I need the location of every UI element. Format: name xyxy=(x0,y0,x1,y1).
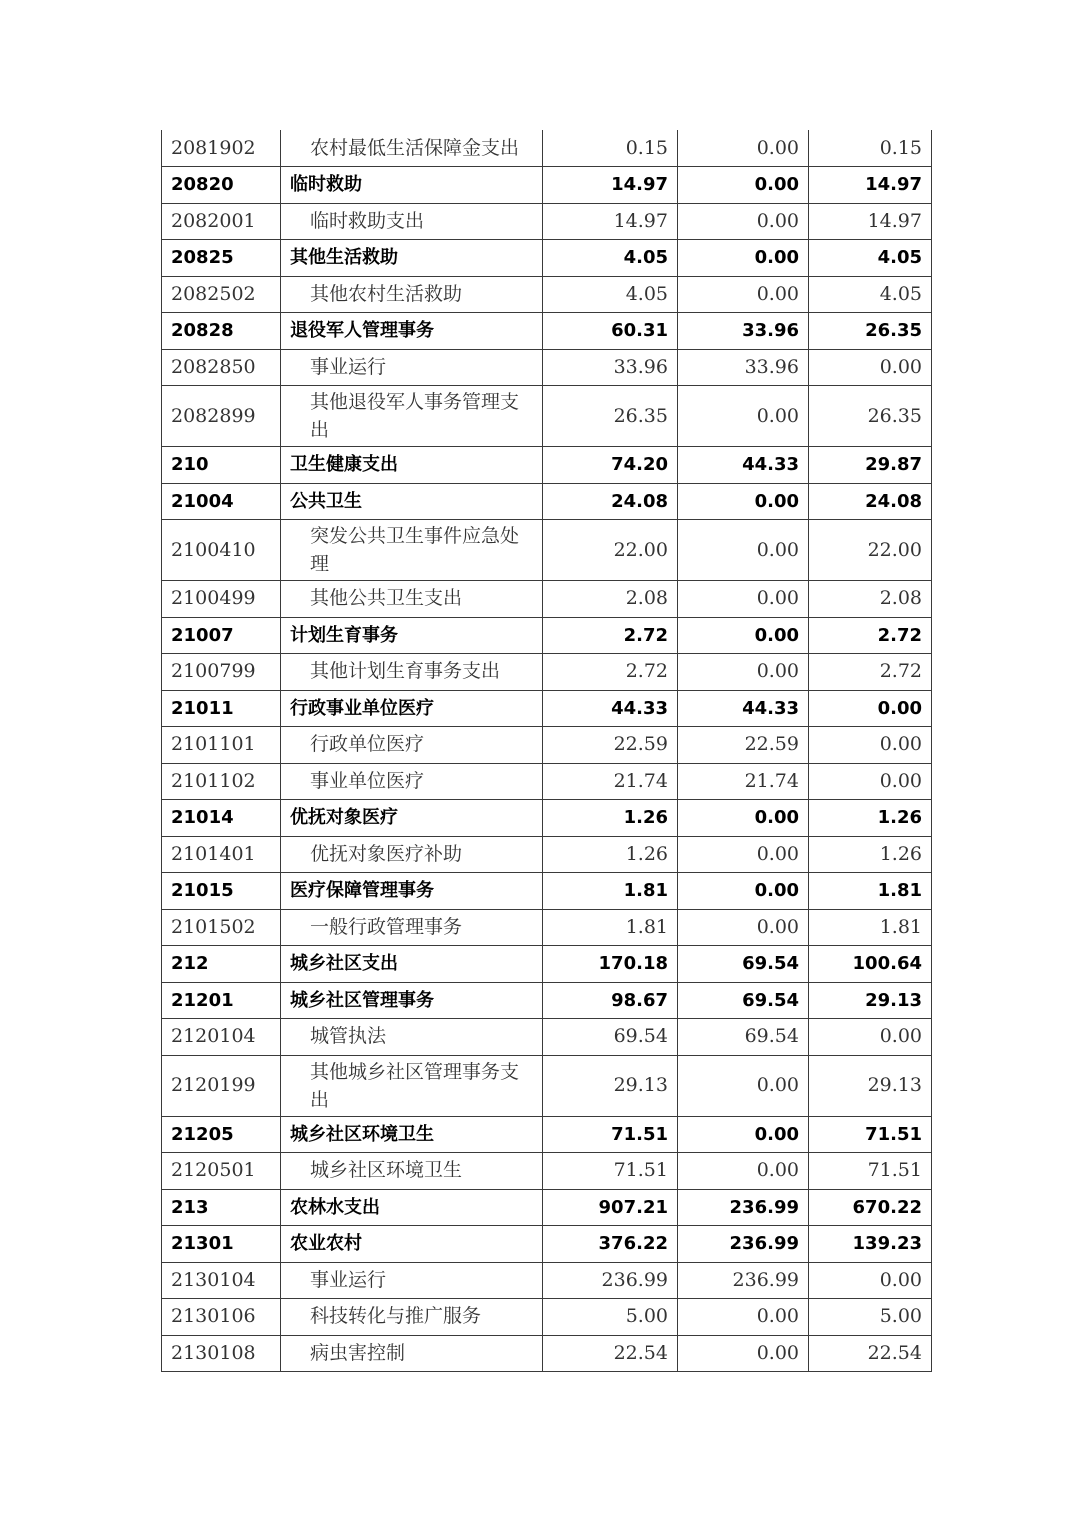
table-row xyxy=(162,581,932,618)
row-basic: 0.00 xyxy=(678,1299,809,1336)
table-body xyxy=(162,130,932,1372)
table-row xyxy=(162,909,932,946)
row-total: 2.08 xyxy=(543,581,678,618)
table-row xyxy=(162,1189,932,1226)
row-code: 21201 xyxy=(162,982,281,1019)
row-total: 2.72 xyxy=(543,654,678,691)
row-code: 2082502 xyxy=(162,276,281,313)
row-basic: 22.59 xyxy=(678,727,809,764)
row-code: 2101401 xyxy=(162,836,281,873)
table-row xyxy=(162,690,932,727)
row-name: 科技转化与推广服务 xyxy=(281,1299,543,1336)
row-code: 2120501 xyxy=(162,1153,281,1190)
row-name: 卫生健康支出 xyxy=(281,447,543,484)
row-basic: 236.99 xyxy=(678,1226,809,1263)
row-name: 城管执法 xyxy=(281,1019,543,1056)
row-code: 210 xyxy=(162,447,281,484)
row-name: 城乡社区支出 xyxy=(281,946,543,983)
table-row xyxy=(162,1335,932,1372)
row-name: 城乡社区环境卫生 xyxy=(281,1153,543,1190)
row-project: 0.00 xyxy=(809,1019,932,1056)
row-total: 33.96 xyxy=(543,349,678,386)
table-row xyxy=(162,130,932,167)
row-project: 2.72 xyxy=(809,654,932,691)
row-total: 22.59 xyxy=(543,727,678,764)
row-code: 21205 xyxy=(162,1116,281,1153)
row-name: 计划生育事务 xyxy=(281,617,543,654)
row-code: 2130108 xyxy=(162,1335,281,1372)
row-name: 退役军人管理事务 xyxy=(281,313,543,350)
row-total: 14.97 xyxy=(543,167,678,204)
row-basic: 0.00 xyxy=(678,520,809,581)
row-total: 907.21 xyxy=(543,1189,678,1226)
row-project: 4.05 xyxy=(809,240,932,277)
row-basic: 0.00 xyxy=(678,1055,809,1116)
row-name: 农村最低生活保障金支出 xyxy=(281,130,543,167)
row-project: 26.35 xyxy=(809,313,932,350)
row-code: 2100410 xyxy=(162,520,281,581)
row-basic: 0.00 xyxy=(678,483,809,520)
table-row xyxy=(162,800,932,837)
row-basic: 0.00 xyxy=(678,836,809,873)
row-code: 212 xyxy=(162,946,281,983)
row-name: 事业运行 xyxy=(281,1262,543,1299)
row-name: 优抚对象医疗 xyxy=(281,800,543,837)
row-code: 2130104 xyxy=(162,1262,281,1299)
row-total: 21.74 xyxy=(543,763,678,800)
row-project: 14.97 xyxy=(809,167,932,204)
row-code: 20828 xyxy=(162,313,281,350)
row-basic: 0.00 xyxy=(678,1335,809,1372)
row-project: 29.13 xyxy=(809,982,932,1019)
table-row xyxy=(162,763,932,800)
row-project: 29.13 xyxy=(809,1055,932,1116)
row-code: 2101101 xyxy=(162,727,281,764)
row-code: 2101502 xyxy=(162,909,281,946)
row-total: 5.00 xyxy=(543,1299,678,1336)
row-project: 5.00 xyxy=(809,1299,932,1336)
row-total: 44.33 xyxy=(543,690,678,727)
table-row xyxy=(162,946,932,983)
row-total: 170.18 xyxy=(543,946,678,983)
row-basic: 0.00 xyxy=(678,654,809,691)
row-name: 事业运行 xyxy=(281,349,543,386)
row-project: 100.64 xyxy=(809,946,932,983)
row-total: 4.05 xyxy=(543,240,678,277)
row-name: 病虫害控制 xyxy=(281,1335,543,1372)
table-row xyxy=(162,349,932,386)
row-total: 26.35 xyxy=(543,386,678,447)
table-row xyxy=(162,203,932,240)
row-project: 26.35 xyxy=(809,386,932,447)
row-basic: 0.00 xyxy=(678,203,809,240)
table-row xyxy=(162,1153,932,1190)
row-project: 29.87 xyxy=(809,447,932,484)
row-project: 0.00 xyxy=(809,727,932,764)
row-basic: 0.00 xyxy=(678,873,809,910)
row-name: 城乡社区环境卫生 xyxy=(281,1116,543,1153)
row-code: 2100799 xyxy=(162,654,281,691)
row-total: 71.51 xyxy=(543,1116,678,1153)
row-total: 1.81 xyxy=(543,873,678,910)
row-total: 2.72 xyxy=(543,617,678,654)
row-project: 4.05 xyxy=(809,276,932,313)
table-row xyxy=(162,654,932,691)
table-row xyxy=(162,1019,932,1056)
row-code: 2101102 xyxy=(162,763,281,800)
row-total: 29.13 xyxy=(543,1055,678,1116)
table-row xyxy=(162,873,932,910)
row-code: 21004 xyxy=(162,483,281,520)
row-basic: 33.96 xyxy=(678,313,809,350)
row-basic: 21.74 xyxy=(678,763,809,800)
table-row xyxy=(162,483,932,520)
row-project: 139.23 xyxy=(809,1226,932,1263)
row-project: 14.97 xyxy=(809,203,932,240)
row-name: 其他城乡社区管理事务支出 xyxy=(281,1055,543,1116)
row-project: 1.81 xyxy=(809,873,932,910)
row-basic: 0.00 xyxy=(678,240,809,277)
row-basic: 0.00 xyxy=(678,800,809,837)
row-project: 670.22 xyxy=(809,1189,932,1226)
row-name: 其他生活救助 xyxy=(281,240,543,277)
table-row xyxy=(162,167,932,204)
table-row xyxy=(162,1299,932,1336)
row-total: 60.31 xyxy=(543,313,678,350)
table-row xyxy=(162,520,932,581)
table-row xyxy=(162,836,932,873)
table-row xyxy=(162,313,932,350)
row-total: 98.67 xyxy=(543,982,678,1019)
row-name: 其他农村生活救助 xyxy=(281,276,543,313)
row-project: 0.00 xyxy=(809,690,932,727)
row-name: 公共卫生 xyxy=(281,483,543,520)
row-total: 1.81 xyxy=(543,909,678,946)
row-project: 0.00 xyxy=(809,349,932,386)
row-name: 医疗保障管理事务 xyxy=(281,873,543,910)
table-row xyxy=(162,1262,932,1299)
row-project: 71.51 xyxy=(809,1153,932,1190)
row-total: 69.54 xyxy=(543,1019,678,1056)
row-name: 突发公共卫生事件应急处理 xyxy=(281,520,543,581)
row-code: 21015 xyxy=(162,873,281,910)
row-basic: 236.99 xyxy=(678,1189,809,1226)
row-name: 其他公共卫生支出 xyxy=(281,581,543,618)
row-name: 城乡社区管理事务 xyxy=(281,982,543,1019)
row-code: 2082899 xyxy=(162,386,281,447)
row-project: 2.72 xyxy=(809,617,932,654)
row-total: 1.26 xyxy=(543,836,678,873)
row-total: 14.97 xyxy=(543,203,678,240)
row-code: 2120199 xyxy=(162,1055,281,1116)
row-total: 4.05 xyxy=(543,276,678,313)
row-name: 临时救助 xyxy=(281,167,543,204)
row-code: 2120104 xyxy=(162,1019,281,1056)
row-name: 行政事业单位医疗 xyxy=(281,690,543,727)
row-project: 1.26 xyxy=(809,836,932,873)
row-basic: 0.00 xyxy=(678,276,809,313)
row-code: 21301 xyxy=(162,1226,281,1263)
row-name: 农业农村 xyxy=(281,1226,543,1263)
table-row xyxy=(162,1226,932,1263)
row-name: 事业单位医疗 xyxy=(281,763,543,800)
row-code: 2081902 xyxy=(162,130,281,167)
row-basic: 0.00 xyxy=(678,617,809,654)
row-basic: 0.00 xyxy=(678,386,809,447)
row-project: 0.00 xyxy=(809,1262,932,1299)
row-total: 74.20 xyxy=(543,447,678,484)
row-code: 2082850 xyxy=(162,349,281,386)
row-total: 24.08 xyxy=(543,483,678,520)
table-row xyxy=(162,447,932,484)
row-total: 22.54 xyxy=(543,1335,678,1372)
table-row xyxy=(162,386,932,447)
budget-table xyxy=(161,130,932,1372)
row-project: 0.00 xyxy=(809,763,932,800)
row-name: 行政单位医疗 xyxy=(281,727,543,764)
row-code: 21007 xyxy=(162,617,281,654)
row-basic: 0.00 xyxy=(678,909,809,946)
row-code: 20820 xyxy=(162,167,281,204)
table-row xyxy=(162,727,932,764)
table-row xyxy=(162,1116,932,1153)
row-total: 376.22 xyxy=(543,1226,678,1263)
row-code: 213 xyxy=(162,1189,281,1226)
row-basic: 33.96 xyxy=(678,349,809,386)
row-code: 21011 xyxy=(162,690,281,727)
row-project: 24.08 xyxy=(809,483,932,520)
table-row xyxy=(162,1055,932,1116)
row-code: 20825 xyxy=(162,240,281,277)
row-name: 优抚对象医疗补助 xyxy=(281,836,543,873)
row-project: 71.51 xyxy=(809,1116,932,1153)
row-code: 2100499 xyxy=(162,581,281,618)
row-basic: 0.00 xyxy=(678,130,809,167)
row-project: 0.15 xyxy=(809,130,932,167)
row-basic: 44.33 xyxy=(678,690,809,727)
row-name: 临时救助支出 xyxy=(281,203,543,240)
row-total: 1.26 xyxy=(543,800,678,837)
row-basic: 236.99 xyxy=(678,1262,809,1299)
row-total: 236.99 xyxy=(543,1262,678,1299)
row-code: 2082001 xyxy=(162,203,281,240)
row-project: 22.54 xyxy=(809,1335,932,1372)
row-code: 21014 xyxy=(162,800,281,837)
table-row xyxy=(162,617,932,654)
row-basic: 0.00 xyxy=(678,581,809,618)
row-basic: 69.54 xyxy=(678,1019,809,1056)
row-project: 22.00 xyxy=(809,520,932,581)
row-basic: 0.00 xyxy=(678,1153,809,1190)
row-name: 其他计划生育事务支出 xyxy=(281,654,543,691)
row-project: 2.08 xyxy=(809,581,932,618)
row-total: 71.51 xyxy=(543,1153,678,1190)
row-basic: 69.54 xyxy=(678,982,809,1019)
table-row xyxy=(162,276,932,313)
table-row xyxy=(162,982,932,1019)
row-project: 1.81 xyxy=(809,909,932,946)
row-project: 1.26 xyxy=(809,800,932,837)
row-basic: 0.00 xyxy=(678,167,809,204)
row-basic: 0.00 xyxy=(678,1116,809,1153)
row-total: 0.15 xyxy=(543,130,678,167)
row-code: 2130106 xyxy=(162,1299,281,1336)
table-row xyxy=(162,240,932,277)
row-total: 22.00 xyxy=(543,520,678,581)
row-basic: 44.33 xyxy=(678,447,809,484)
row-name: 一般行政管理事务 xyxy=(281,909,543,946)
row-name: 农林水支出 xyxy=(281,1189,543,1226)
row-name: 其他退役军人事务管理支出 xyxy=(281,386,543,447)
row-basic: 69.54 xyxy=(678,946,809,983)
